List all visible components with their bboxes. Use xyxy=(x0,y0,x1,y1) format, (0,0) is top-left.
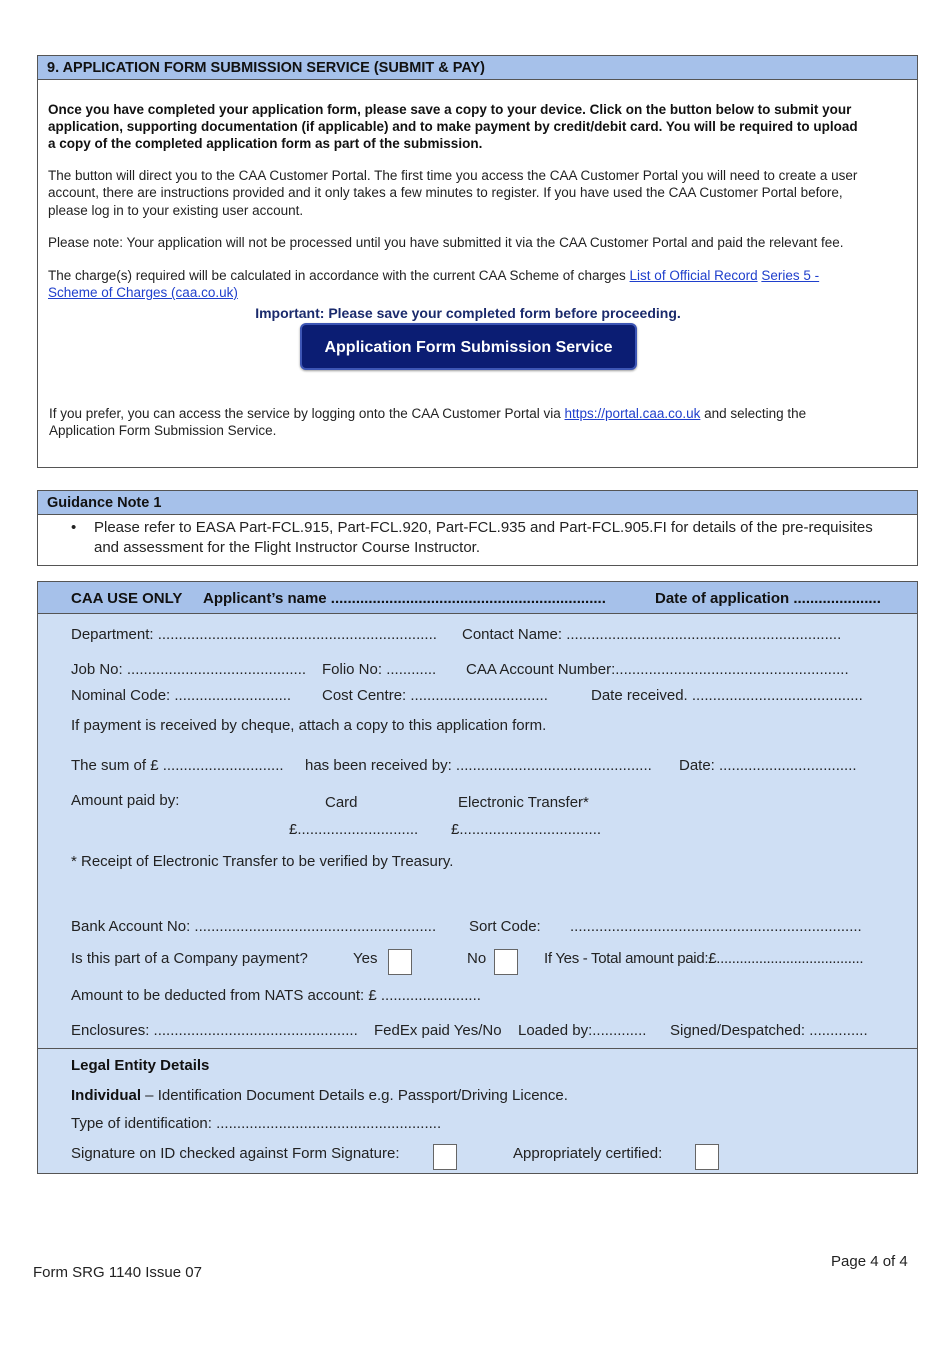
caa-use-only-section xyxy=(37,581,918,1174)
date-of-application-field[interactable]: Date of application ..................... xyxy=(655,590,881,607)
fedex-field[interactable]: FedEx paid Yes/No xyxy=(374,1022,502,1039)
loaded-by-field[interactable]: Loaded by:............. xyxy=(518,1022,647,1039)
yes-label: Yes xyxy=(353,950,378,967)
processing-note: Please note: Your application will not be processed until you have submitted it via the CAA Customer Portal and paid the relevant fee. xyxy=(48,235,844,250)
signature-check-checkbox[interactable] xyxy=(433,1144,457,1170)
portal-line-1: The button will direct you to the CAA Customer Portal. The first time you access the CAA Customer Portal you will need to create a user xyxy=(48,168,858,183)
portal-line-2: account, there are instructions provided and it only takes a few minutes to register. If you have used the CAA Customer Portal before, xyxy=(48,185,843,200)
legal-entity-title: Legal Entity Details xyxy=(71,1057,210,1074)
caa-header xyxy=(38,582,917,614)
date-field[interactable]: Date: ................................. xyxy=(679,757,857,774)
card-amount-field[interactable]: £............................. xyxy=(289,821,419,838)
intro-bold-line-1: Once you have completed your application form, please save a copy to your device. Click on the button below to submit your xyxy=(48,102,852,117)
cost-centre-field[interactable]: Cost Centre: ................................. xyxy=(322,687,548,704)
department-field[interactable]: Department: ................................................................... xyxy=(71,626,437,643)
individual-line xyxy=(71,1087,568,1104)
contact-name-field[interactable]: Contact Name: .................................................................. xyxy=(462,626,842,643)
company-payment-label: Is this part of a Company payment? xyxy=(71,950,308,967)
charges-prefix: The charge(s) required will be calculated in accordance with the current CAA Scheme of charges xyxy=(48,268,630,283)
intro-bold-line-3: a copy of the completed application form as part of the submission. xyxy=(48,136,483,151)
electronic-transfer-label: Electronic Transfer* xyxy=(458,794,589,811)
important-notice: Important: Please save your completed form before proceeding. xyxy=(255,305,681,321)
portal-line-3: please log in to your existing user account. xyxy=(48,203,304,218)
certified-checkbox[interactable] xyxy=(695,1144,719,1170)
no-label: No xyxy=(467,950,487,967)
charges-line xyxy=(48,267,819,285)
yes-checkbox[interactable] xyxy=(388,949,412,975)
sort-code-field[interactable]: ...................................................................... xyxy=(570,918,862,935)
total-paid-field[interactable]: If Yes - Total amount paid:£...................................... xyxy=(544,950,864,967)
charges-line-2 xyxy=(48,284,238,302)
signed-despatched-field[interactable]: Signed/Despatched: .............. xyxy=(670,1022,868,1039)
guidance-text: Please refer to EASA Part-FCL.915, Part-FCL.920, Part-FCL.935 and Part-FCL.905.FI for details of the pre-requisites and assessment for the Flight Instructor Course Instructor. xyxy=(94,519,873,556)
type-of-id-field[interactable]: Type of identification: ...................................................... xyxy=(71,1115,442,1132)
page-number: Page 4 of 4 xyxy=(831,1253,908,1270)
bullet-icon: • xyxy=(71,519,77,536)
sum-of-field[interactable]: The sum of £ ............................. xyxy=(71,757,284,774)
cheque-note: If payment is received by cheque, attach a copy to this application form. xyxy=(71,717,547,734)
card-label: Card xyxy=(325,794,358,811)
account-number-field[interactable]: CAA Account Number:........................................................ xyxy=(466,661,849,678)
scheme-of-charges-link[interactable]: Scheme of Charges (caa.co.uk) xyxy=(48,285,238,300)
prefer-suffix: and selecting the xyxy=(700,406,807,421)
sort-code-label: Sort Code: xyxy=(469,918,541,935)
receipt-note: * Receipt of Electronic Transfer to be verified by Treasury. xyxy=(71,853,454,870)
signature-check-label: Signature on ID checked against Form Signature: xyxy=(71,1145,400,1162)
section-9-title: 9. APPLICATION FORM SUBMISSION SERVICE (SUBMIT & PAY) xyxy=(38,56,917,80)
prefer-prefix: If you prefer, you can access the service by logging onto the CAA Customer Portal via xyxy=(49,406,565,421)
submission-service-section xyxy=(37,55,918,468)
prefer-line xyxy=(49,405,806,423)
guidance-note xyxy=(37,490,918,566)
guidance-title: Guidance Note 1 xyxy=(38,491,917,515)
transfer-amount-field[interactable]: £.................................. xyxy=(451,821,602,838)
no-checkbox[interactable] xyxy=(494,949,518,975)
bank-account-field[interactable]: Bank Account No: .......................................................... xyxy=(71,918,437,935)
nats-field[interactable]: Amount to be deducted from NATS account: £ ........................ xyxy=(71,987,481,1004)
individual-label: Individual xyxy=(71,1087,142,1104)
form-identifier: Form SRG 1140 Issue 07 xyxy=(33,1264,202,1281)
certified-label: Appropriately certified: xyxy=(513,1145,663,1162)
applicant-name-field[interactable]: Applicant’s name .................................................................. xyxy=(203,590,606,607)
nominal-code-field[interactable]: Nominal Code: ............................ xyxy=(71,687,292,704)
intro-bold-line-2: application, supporting documentation (if applicable) and to make payment by credit/debit card. You will be required to upload xyxy=(48,119,858,134)
series5-link[interactable]: Series 5 - xyxy=(761,268,820,283)
section-divider xyxy=(38,1048,917,1049)
received-by-field[interactable]: has been received by: ............................................... xyxy=(305,757,652,774)
date-received-field[interactable]: Date received. ......................................... xyxy=(591,687,863,704)
submission-service-button[interactable]: Application Form Submission Service xyxy=(300,323,637,370)
portal-link[interactable]: https://portal.caa.co.uk xyxy=(564,406,701,421)
amount-paid-by-label: Amount paid by: xyxy=(71,792,180,809)
prefer-line-2: Application Form Submission Service. xyxy=(49,423,277,438)
caa-use-only-label: CAA USE ONLY xyxy=(71,590,183,607)
enclosures-field[interactable]: Enclosures: ................................................. xyxy=(71,1022,358,1039)
individual-description: – Identification Document Details e.g. Passport/Driving Licence. xyxy=(141,1087,568,1104)
job-no-field[interactable]: Job No: ........................................... xyxy=(71,661,307,678)
official-record-link[interactable]: List of Official Record xyxy=(629,268,758,283)
folio-no-field[interactable]: Folio No: ............ xyxy=(322,661,437,678)
